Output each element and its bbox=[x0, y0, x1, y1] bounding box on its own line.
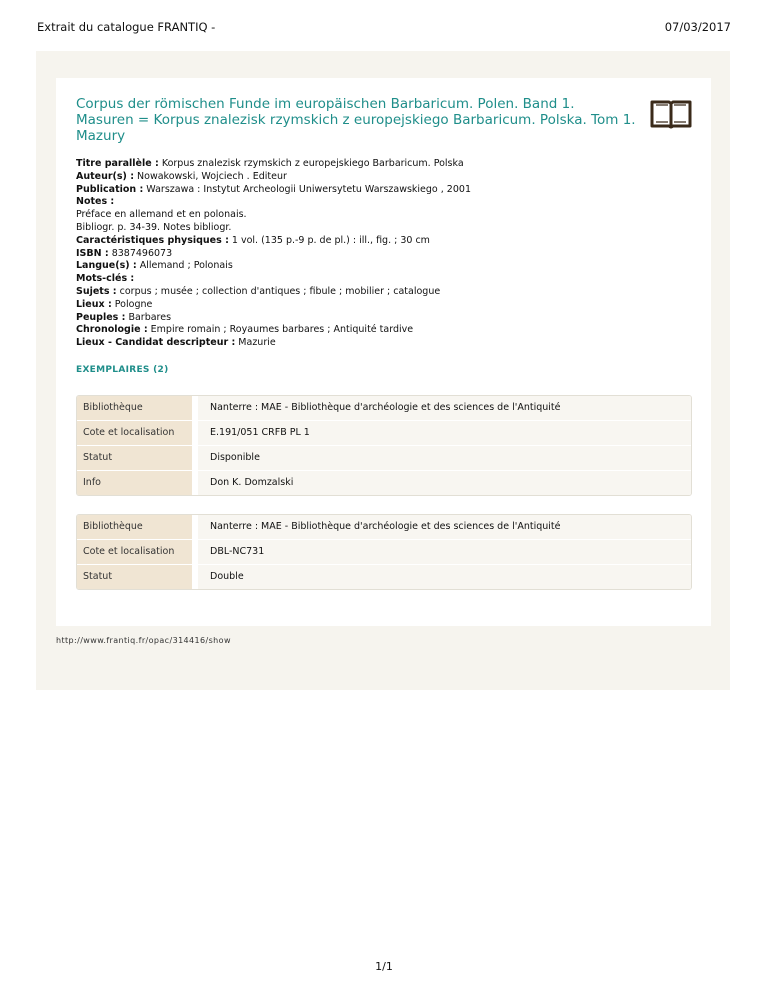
exemplaire-table bbox=[76, 514, 692, 590]
field-label: Notes : bbox=[76, 196, 115, 208]
field-label: Auteur(s) : bbox=[76, 170, 134, 182]
header-date: 07/03/2017 bbox=[664, 20, 731, 34]
exemplaire-value: Disponible bbox=[198, 446, 691, 470]
record-title[interactable]: Corpus der römischen Funde im europäischen Barbaricum. Polen. Band 1. Masuren = Korpus znalezisk rzymskich z europejskiego Barbaricum. Polska. Tom 1. Mazury bbox=[76, 96, 636, 144]
field-row bbox=[76, 222, 676, 235]
field-row bbox=[76, 337, 676, 350]
exemplaire-row bbox=[77, 421, 691, 446]
exemplaire-row bbox=[77, 515, 691, 540]
exemplaire-key: Statut bbox=[77, 565, 192, 589]
field-label: Chronologie : bbox=[76, 324, 148, 336]
exemplaire-key: Cote et localisation bbox=[77, 421, 192, 445]
field-row bbox=[76, 260, 676, 273]
field-value: 8387496073 bbox=[108, 247, 173, 259]
exemplaire-key: Statut bbox=[77, 446, 192, 470]
record-panel bbox=[36, 51, 730, 690]
field-row bbox=[76, 299, 676, 312]
field-row bbox=[76, 184, 676, 197]
exemplaire-table bbox=[76, 395, 692, 496]
field-row bbox=[76, 286, 676, 299]
field-label: Mots-clés : bbox=[76, 273, 135, 285]
exemplaire-key: Bibliothèque bbox=[77, 515, 192, 539]
field-row bbox=[76, 312, 676, 325]
field-label: Sujets : bbox=[76, 285, 117, 297]
exemplaire-row bbox=[77, 396, 691, 421]
print-header bbox=[37, 20, 731, 36]
record-url[interactable]: http://www.frantiq.fr/opac/314416/show bbox=[56, 636, 231, 645]
field-label: Lieux : bbox=[76, 298, 112, 310]
exemplaire-key: Bibliothèque bbox=[77, 396, 192, 420]
exemplaire-value: Nanterre : MAE - Bibliothèque d'archéologie et des sciences de l'Antiquité bbox=[198, 515, 691, 539]
field-value[interactable]: Pologne bbox=[111, 298, 153, 310]
field-row bbox=[76, 158, 676, 171]
field-row bbox=[76, 235, 676, 248]
field-label: ISBN : bbox=[76, 247, 109, 259]
exemplaire-key: Info bbox=[77, 471, 192, 495]
record-card bbox=[56, 78, 711, 626]
field-row bbox=[76, 209, 676, 222]
exemplaire-value: Don K. Domzalski bbox=[198, 471, 691, 495]
field-value[interactable]: Nowakowski, Wojciech . Editeur bbox=[134, 170, 287, 182]
field-value: Warszawa : Instytut Archeologii Uniwersytetu Warszawskiego , 2001 bbox=[143, 183, 471, 195]
exemplaire-value: Double bbox=[198, 565, 691, 589]
field-row bbox=[76, 248, 676, 261]
field-row bbox=[76, 324, 676, 337]
exemplaire-row bbox=[77, 565, 691, 589]
field-value: Allemand ; Polonais bbox=[136, 260, 233, 272]
page-number: 1/1 bbox=[375, 960, 393, 973]
field-value: Préface en allemand et en polonais. bbox=[76, 209, 247, 221]
field-value: 1 vol. (135 p.-9 p. de pl.) : ill., fig. ; 30 cm bbox=[228, 234, 430, 246]
exemplaires-heading: EXEMPLAIRES (2) bbox=[76, 365, 169, 375]
field-label: Publication : bbox=[76, 183, 144, 195]
field-value[interactable]: Empire romain ; Royaumes barbares ; Antiquité tardive bbox=[147, 324, 414, 336]
field-label: Lieux - Candidat descripteur : bbox=[76, 337, 236, 349]
exemplaire-key: Cote et localisation bbox=[77, 540, 192, 564]
field-row bbox=[76, 196, 676, 209]
field-row bbox=[76, 171, 676, 184]
field-label: Peuples : bbox=[76, 311, 126, 323]
field-value: Korpus znalezisk rzymskich z europejskiego Barbaricum. Polska bbox=[158, 158, 464, 169]
field-label: Titre parallèle : bbox=[76, 158, 159, 169]
exemplaire-row bbox=[77, 540, 691, 565]
field-value: Bibliogr. p. 34-39. Notes bibliogr. bbox=[76, 221, 232, 233]
header-source: Extrait du catalogue FRANTIQ - bbox=[37, 20, 216, 34]
field-label: Langue(s) : bbox=[76, 260, 137, 272]
field-row bbox=[76, 273, 676, 286]
exemplaire-value: Nanterre : MAE - Bibliothèque d'archéologie et des sciences de l'Antiquité bbox=[198, 396, 691, 420]
exemplaire-value: E.191/051 CRFB PL 1 bbox=[198, 421, 691, 445]
field-value[interactable]: corpus ; musée ; collection d'antiques ; fibule ; mobilier ; catalogue bbox=[116, 285, 441, 297]
book-icon bbox=[649, 98, 693, 130]
field-value[interactable]: Barbares bbox=[125, 311, 172, 323]
exemplaire-row bbox=[77, 446, 691, 471]
exemplaire-row bbox=[77, 471, 691, 495]
exemplaire-value: DBL-NC731 bbox=[198, 540, 691, 564]
record-metadata bbox=[76, 158, 676, 350]
field-label: Caractéristiques physiques : bbox=[76, 234, 229, 246]
field-value[interactable]: Mazurie bbox=[235, 337, 276, 349]
